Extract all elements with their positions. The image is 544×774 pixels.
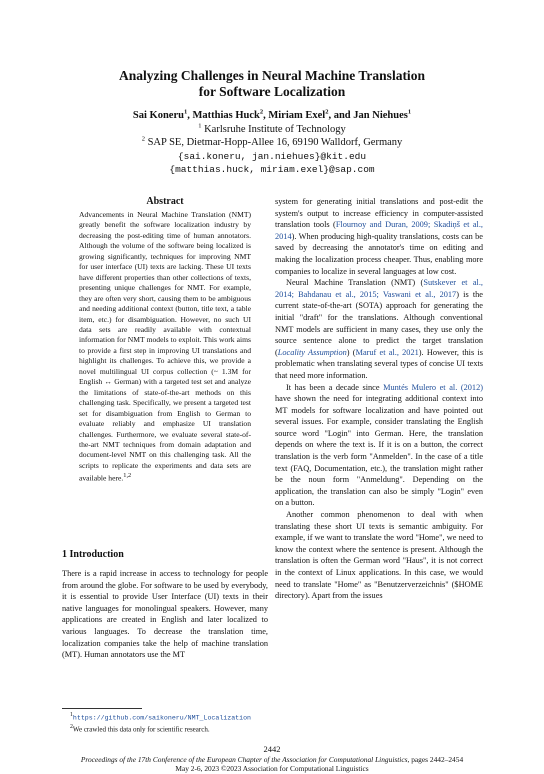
author-name: Sai Koneru	[132, 110, 184, 121]
citation-link[interactable]: Flournoy and Duran, 2009; Skadiņš et al., 2014	[275, 220, 483, 241]
author-name: Miriam Exel	[268, 110, 326, 121]
section-heading-introduction: 1 Introduction	[62, 549, 124, 560]
proceedings-date: May 2-6, 2023 ©2023 Association for Computational Linguistics	[175, 764, 369, 774]
page-number: 2442	[263, 744, 281, 754]
footnotes	[62, 711, 268, 735]
author-affil-mark: 1	[407, 108, 412, 116]
proceedings-title: Proceedings of the 17th Conference of the European Chapter of the Association for Computational Linguistics	[80, 755, 408, 764]
footnote-link[interactable]: https://github.com/saikoneru/NMT_Localization	[72, 714, 251, 722]
proceedings-footer	[0, 755, 544, 774]
right-paragraph-2: Neural Machine Translation (NMT) (Sutskever et al., 2014; Bahdanau et al., 2015; Vaswani et al., 2017) is the current state-of-the-art (SOTA) approach for generating the initial "draft" for the translations. Although conventional NMT models are sufficient in many cases, they use only the source sentence alone to predict the target translation (Locality Assumption) (Maruf et al., 2021). However, this is problematic when translating several types of concise UI texts that need more information.	[275, 278, 483, 380]
author-separator: , and	[328, 110, 354, 121]
author-separator: ,	[263, 110, 269, 121]
author-separator: ,	[187, 110, 193, 121]
email-kit: {sai.koneru, jan.niehues}@kit.edu	[177, 150, 367, 162]
author-list	[0, 109, 544, 123]
paper-title	[0, 68, 544, 100]
introduction-paragraph: There is a rapid increase in access to technology for people from around the globe. For software to be used by everybody, it is essential to provide User Interface (UI) texts in their native languages for monolingual speakers. However, many applications are created in English and later localized to various languages. To decrease the translation time, localization companies take the help of machine translation (MT). Human annotators use the MT	[62, 569, 268, 660]
author-name: Jan Niehues	[353, 110, 408, 121]
right-paragraph-1: system for generating initial translations and post-edit the system's output to increase efficiency in computer-assisted translation tools (Flournoy and Duran, 2009; Skadiņš et al., 2014). When producing high-quality translations, costs can be saved by decreasing the annotator's time on editing and making the localization process cheaper. Thus, enabling more companies to localize in several languages at low cost.	[275, 197, 483, 276]
footnote-2: $^2$We crawled this data only for scientific research.	[70, 723, 210, 734]
author-affil-mark: 2	[325, 108, 329, 116]
affiliation-2: $^2$ SAP SE, Dietmar-Hopp-Allee 16, 69190 Walldorf, Germany	[141, 135, 403, 148]
citation-link[interactable]: Maruf et al., 2021	[355, 347, 419, 357]
author-name: Matthias Huck	[192, 110, 260, 121]
citation-link[interactable]: Locality Assumption	[277, 347, 347, 357]
right-column	[275, 196, 483, 602]
citation-link[interactable]: Sutskever et al., 2014; Bahdanau et al., 2015; Vaswani et al., 2017	[275, 278, 483, 299]
abstract-text: Advancements in Neural Machine Translation (NMT) greatly benefit the software localization industry by decreasing the post-editing time of human annotators. Although the volume of the software being localized is growing significantly, techniques for improving NMT for user interface (UI) texts are lacking. These UI texts have different properties than other collections of texts, presenting unique challenges for NMT. For example, they are often very short, causing them to be ambiguous and needing additional context (button, title text, a table item, etc.) for disambiguation. However, no such UI data sets are readily available with contextual information for NMT models to exploit. This work aims to provide a first step in improving UI translations and highlight its challenges. To achieve this, we provide a novel multilingual UI corpus collection (~ 1.3M for English ↔ German) with a targeted test set and analyze the limitations of state-of-the-art methods on this challenging task. Specifically, we present a targeted test set for disambiguation from English to German to evaluate reliably and emphasize UI translation challenges. Furthermore, we evaluate several state-of-the-art NMT techniques from domain adaptation and document-level NMT on this challenging task. All the scripts to replicate the experiments and data sets are available here.	[79, 210, 251, 483]
author-block	[0, 109, 544, 177]
footnote-1: $^1$https://github.com/saikoneru/NMT_Localization	[70, 712, 251, 722]
footnote-rule	[62, 708, 142, 709]
affiliation-1: $^1$ Karlsruhe Institute of Technology	[198, 122, 346, 135]
abstract-body	[79, 210, 251, 484]
right-paragraph-4: Another common phenomenon to deal with when translating these short UI texts is semantic ambiguity. For example, if we want to translate the word "Home", we need to know the context where the sentence is present. Although the translation is often the German word "Haus", it is not correct in the context of Linux applications. In this case, we would need to translate "Home" as "Benutzerverzeichnis" ($HOME directory). Apart from the issues	[275, 510, 483, 601]
citation-link[interactable]: Muntés Mulero et al. (2012)	[383, 382, 483, 392]
abstract-heading: Abstract	[146, 196, 184, 207]
title-line-2: for Software Localization	[198, 84, 346, 99]
title-line-1: Analyzing Challenges in Neural Machine Translation	[119, 68, 425, 83]
abstract-footnote-marks: 1,2	[123, 472, 132, 480]
proceedings-pages: , pages 2442–2454	[407, 755, 464, 764]
author-affil-mark: 2	[259, 108, 264, 116]
right-paragraph-3: It has been a decade since Muntés Mulero et al. (2012) have shown the need for integrating additional context into MT models for software localization and have pointed out several issues. For example, consider translating the English source word "Login" into German. Here, the translation depends on where the text is. If it is on a button, the correct translation is the verb form "Anmelden". In the case of a title text (FAQ, Documentation, etc.), the translation might rather be the noun form "Anmeldung". Depending on the application, the translation can also be simply "Login" even on a button.	[275, 382, 483, 508]
introduction-left-column	[62, 568, 268, 661]
email-sap: {matthias.huck, miriam.exel}@sap.com	[169, 164, 375, 175]
author-affil-mark: 1	[183, 108, 188, 116]
